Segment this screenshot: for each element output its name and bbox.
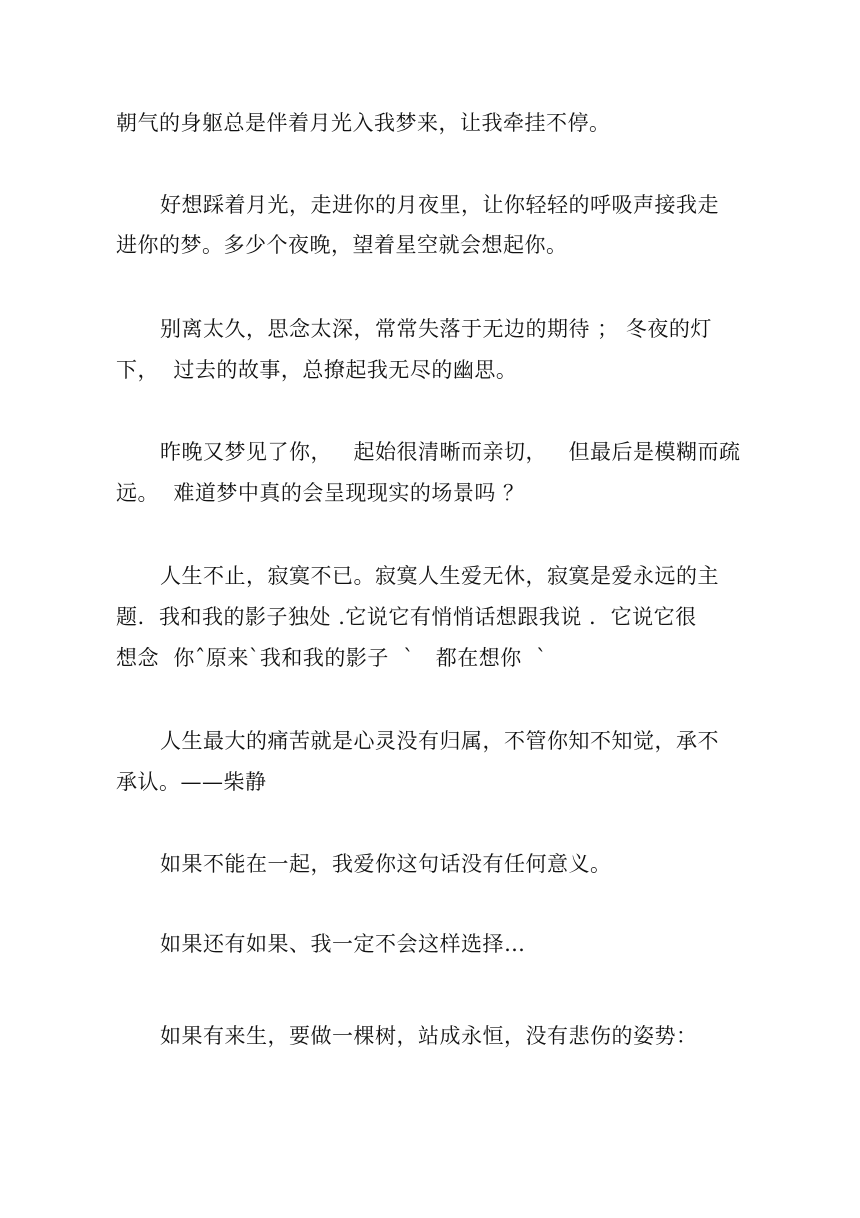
paragraph-line: 如果不能在一起，我爱你这句话没有任何意义。 [160, 852, 612, 876]
paragraph-line: 题. 我和我的影子独处 .它说它有悄悄话想跟我说 . 它说它很 [116, 605, 697, 629]
paragraph-line: 承认。——柴静 [116, 770, 267, 794]
paragraph-line: 别离太久，思念太深，常常失落于无边的期待 ； 冬夜的灯 [160, 317, 712, 341]
paragraph-line: 下， 过去的故事，总撩起我无尽的幽思。 [116, 358, 518, 382]
paragraph-line: 昨晚又梦见了你， 起始很清晰而亲切， 但最后是模糊而疏 [160, 440, 741, 464]
paragraph-line: 好想踩着月光，走进你的月夜里，让你轻轻的呼吸声接我走 [160, 193, 719, 217]
paragraph-line: 朝气的身躯总是伴着月光入我梦来，让我牵挂不停。 [116, 111, 611, 135]
paragraph-line: 如果还有如果、我一定不会这样选择… [160, 932, 526, 956]
paragraph-line: 进你的梦。多少个夜晚，望着星空就会想起你。 [116, 233, 568, 257]
paragraph-line: 远。 难道梦中真的会呈现现实的场景吗 ？ [116, 481, 525, 505]
paragraph-line: 想念 你ˆ原来`我和我的影子 ` 都在想你 ` [116, 646, 548, 670]
paragraph-line: 人生不止，寂寞不已。寂寞人生爱无休，寂寞是爱永远的主 [160, 564, 719, 588]
paragraph-line: 人生最大的痛苦就是心灵没有归属，不管你知不知觉，承不 [160, 729, 719, 753]
paragraph-line: 如果有来生，要做一棵树，站成永恒，没有悲伤的姿势： [160, 1024, 698, 1048]
